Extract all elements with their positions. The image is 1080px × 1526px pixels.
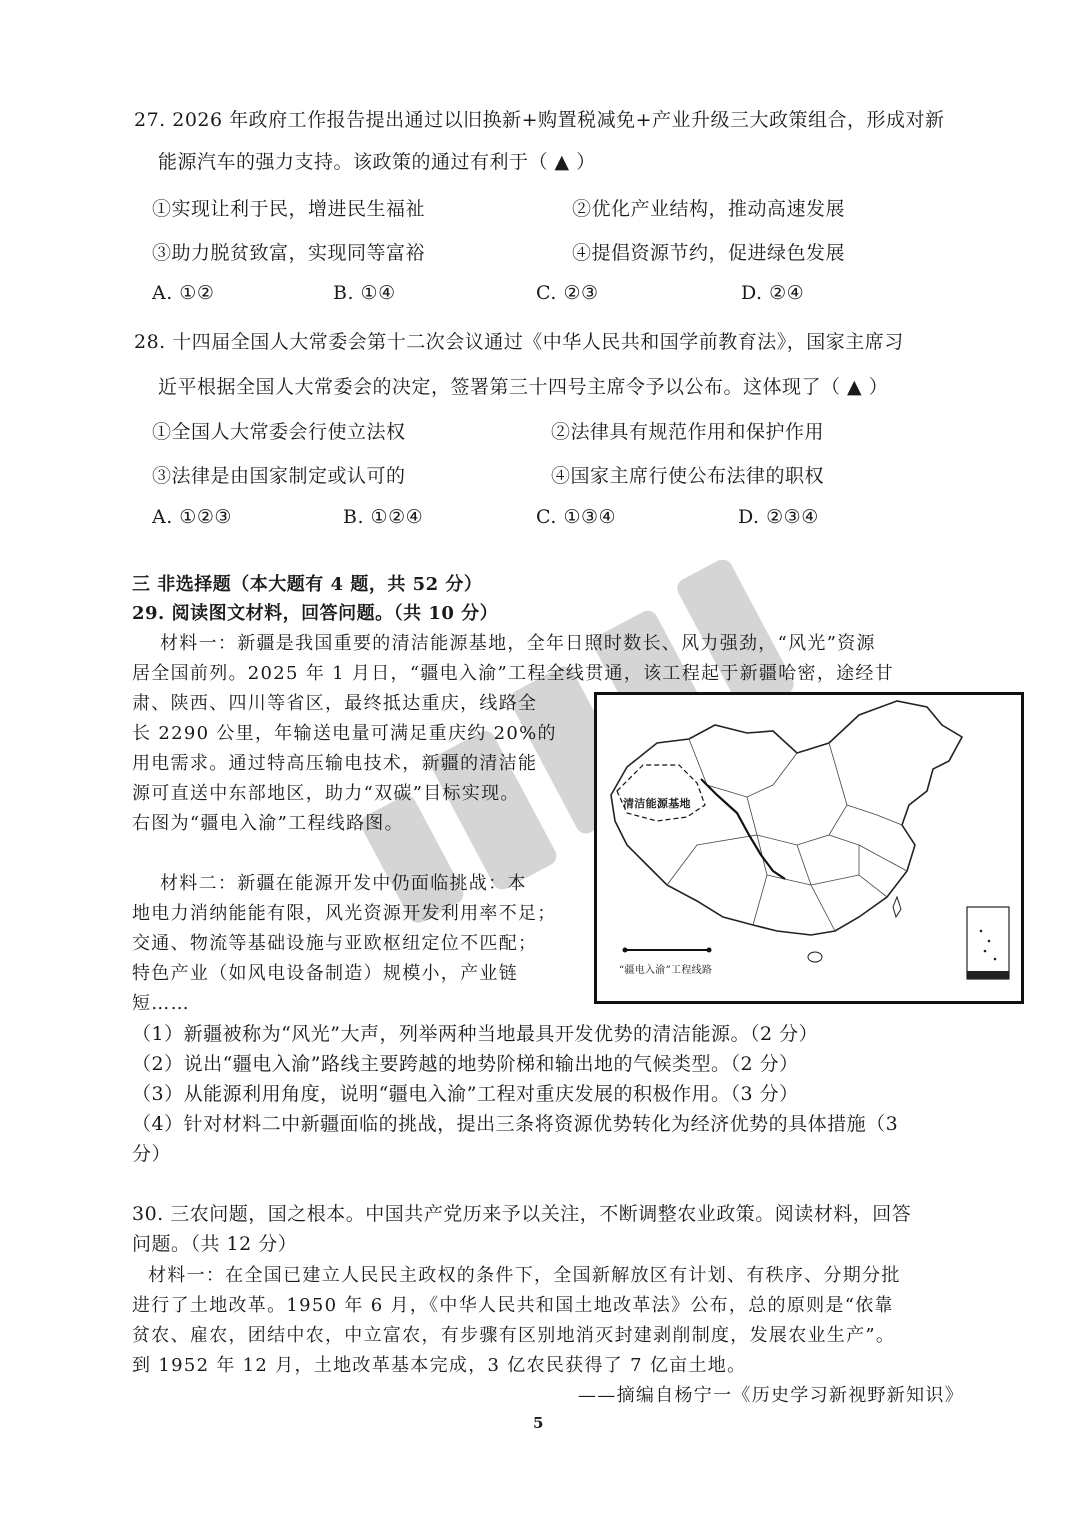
q29-material1-line6: 源可直送中东部地区，助力“双碳”目标实现。 xyxy=(132,783,520,804)
q29-material1-line4: 长 2290 公里，年输送电量可满足重庆约 20%的 xyxy=(132,723,557,744)
q29-material2-line4: 特色产业（如风电设备制造）规模小，产业链 xyxy=(132,963,518,984)
q29-material1-line3: 肃、陕西、四川等省区，最终抵达重庆，线路全 xyxy=(132,693,538,714)
q27-item-1: ①实现让利于民，增进民生福祉 xyxy=(152,198,426,220)
q29-material1-line5: 用电需求。通过特高压输电技术，新疆的清洁能 xyxy=(132,753,538,774)
q28-option-b: B. ①②④ xyxy=(343,506,424,528)
q27-option-a: A. ①② xyxy=(152,282,215,304)
q29-material2-line5: 短…… xyxy=(132,993,190,1014)
q30-material1-line2: 进行了土地改革。1950 年 6 月，《中华人民共和国土地改革法》公布，总的原则是“依靠 xyxy=(132,1295,894,1316)
q29-title: 29. 阅读图文材料，回答问题。（共 10 分） xyxy=(132,603,499,624)
q27-item-3: ③助力脱贫致富，实现同等富裕 xyxy=(152,242,426,264)
q29-material1-line2: 居全国前列。2025 年 1 月日，“疆电入渝”工程全线贯通，该工程起于新疆哈密，途经甘 xyxy=(132,663,895,684)
q29-sub1: （1）新疆被称为“风光”大声，列举两种当地最具开发优势的清洁能源。（2 分） xyxy=(132,1023,819,1045)
q29-sub4-line1: （4）针对材料二中新疆面临的挑战，提出三条将资源优势转化为经济优势的具体措施（3 xyxy=(132,1113,899,1135)
q28-stem-line1: 28. 十四届全国人大常委会第十二次会议通过《中华人民共和国学前教育法》，国家主席习 xyxy=(134,331,904,353)
q29-material2-line3: 交通、物流等基础设施与亚欧枢纽定位不匹配； xyxy=(132,933,538,954)
route-map-figure xyxy=(594,692,1024,1004)
q30-material1-line1: 材料一：在全国已建立人民民主政权的条件下，全国新解放区有计划、有秩序、分期分批 xyxy=(148,1265,901,1286)
page-number: 5 xyxy=(533,1414,544,1432)
q29-sub4-line2: 分） xyxy=(132,1143,172,1165)
q30-stem-line1: 30. 三农问题，国之根本。中国共产党历来予以关注，不断调整农业政策。阅读材料，回答 xyxy=(132,1203,912,1225)
q27-item-4: ④提倡资源节约，促进绿色发展 xyxy=(572,242,846,264)
q27-option-d: D. ②④ xyxy=(741,282,805,304)
q29-material2-line2: 地电力消纳能能有限，风光资源开发利用率不足； xyxy=(132,903,557,924)
q28-option-d: D. ②③④ xyxy=(738,506,819,528)
q29-material1-line7: 右图为“疆电入渝”工程线路图。 xyxy=(132,813,404,834)
q29-material2-line1: 材料二：新疆在能源开发中仍面临挑战：本 xyxy=(160,873,527,894)
q30-stem-line2: 问题。（共 12 分） xyxy=(132,1233,298,1255)
q30-material1-line4: 到 1952 年 12 月，土地改革基本完成，3 亿农民获得了 7 亿亩土地。 xyxy=(132,1355,747,1376)
q28-item-4: ④国家主席行使公布法律的职权 xyxy=(551,465,825,487)
q27-stem-line1: 27. 2026 年政府工作报告提出通过以旧换新+购置税减免+产业升级三大政策组合，形成对新 xyxy=(134,109,945,131)
q27-option-b: B. ①④ xyxy=(333,282,396,304)
section-heading: 三 非选择题（本大题有 4 题，共 52 分） xyxy=(132,574,483,595)
q28-item-2: ②法律具有规范作用和保护作用 xyxy=(551,421,825,443)
q30-source: ——摘编自杨宁一《历史学习新视野新知识》 xyxy=(578,1385,964,1406)
map-label-clean-energy-base: 清洁能源基地 xyxy=(623,797,691,810)
q27-stem-line2: 能源汽车的强力支持。该政策的通过有利于（ ▲ ） xyxy=(158,151,596,173)
q29-sub3: （3）从能源利用角度，说明“疆电入渝”工程对重庆发展的积极作用。（3 分） xyxy=(132,1083,799,1105)
map-legend-route: “疆电入渝”工程线路 xyxy=(619,965,713,976)
q27-item-2: ②优化产业结构，推动高速发展 xyxy=(572,198,846,220)
q30-material1-line3: 贫农、雇农，团结中农，中立富农，有步骤有区别地消灭封建剥削制度，发展农业生产”。 xyxy=(132,1325,896,1346)
q29-sub2: （2）说出“疆电入渝”路线主要跨越的地势阶梯和输出地的气候类型。（2 分） xyxy=(132,1053,799,1075)
q28-item-3: ③法律是由国家制定或认可的 xyxy=(152,465,406,487)
q28-option-c: C. ①③④ xyxy=(536,506,617,528)
q29-material1-line1: 材料一：新疆是我国重要的清洁能源基地，全年日照时数长、风力强劲，“风光”资源 xyxy=(160,633,876,654)
q28-item-1: ①全国人大常委会行使立法权 xyxy=(152,421,406,443)
china-map-illustration xyxy=(597,695,1021,1001)
q27-option-c: C. ②③ xyxy=(536,282,599,304)
q28-stem-line2: 近平根据全国人大常委会的决定，签署第三十四号主席令予以公布。这体现了（ ▲ ） xyxy=(158,376,889,398)
q28-option-a: A. ①②③ xyxy=(152,506,232,528)
